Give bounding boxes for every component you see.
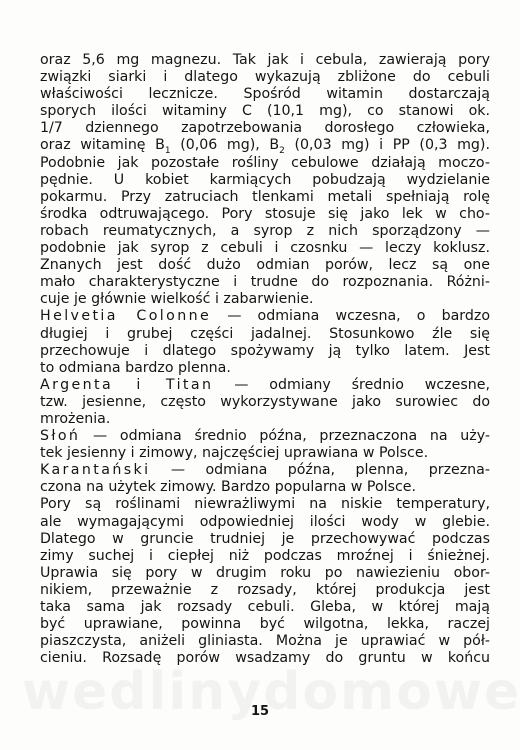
variety-name: Helvetia Colonne (40, 308, 212, 325)
vitamin-text-2: (0,06 mg), B (170, 137, 280, 154)
variety-description: — odmiana późna, plenna, przezna- (150, 462, 490, 479)
text-line: środka odtruwającego. Pory stosuje się jako lek w cho- (40, 205, 490, 222)
text-line: tzw. jesienne, często wykorzystywane jako surowiec do (40, 393, 490, 410)
text-line: długiej i grubej części jadalnej. Stosunkowo źle się (40, 325, 490, 342)
text-line: robach reumatycznych, a syrop z nich sporządzony — (40, 222, 490, 239)
vitamin-text-1: oraz witaminę B (40, 137, 165, 154)
variety-name: Argenta i Titan (40, 376, 214, 393)
text-line: taka sama jak rozsady cebuli. Gleba, w której mają (40, 599, 490, 615)
text-line: Pory są roślinami niewrażliwymi na niskie temperatury, (40, 496, 490, 513)
text-line: oraz 5,6 mg magnezu. Tak jak i cebula, zawierają pory (40, 52, 490, 68)
text-line: Uprawia się pory w drugim roku po nawiezieniu obor- (40, 564, 490, 581)
body-text (40, 52, 490, 667)
vitamin-line (40, 137, 490, 157)
text-line: tek jesienny i zimowy, najczęściej uprawiana w Polsce. (40, 445, 429, 462)
text-line: pokarmu. Przy zatruciach tlenkami metali spełniają rolę (40, 188, 490, 205)
text-line: właściwości lecznicze. Spośród witamin dostarczają (40, 86, 490, 103)
text-line: mrożenia. (40, 410, 111, 427)
variety-slon-line (40, 428, 490, 445)
text-line: podobnie jak syrop z cebuli i czosnku — leczy koklusz. (40, 240, 490, 257)
variety-argenta-line (40, 377, 490, 394)
text-line: cieniu. Rozsadę porów wsadzamy do gruntu w końcu (40, 650, 490, 667)
text-line: Podobnie jak pozostałe rośliny cebulowe działają moczo- (40, 154, 490, 171)
text-line: cuje je głównie wielkość i zabarwienie. (40, 291, 314, 308)
vitamin-sub-2: 2 (279, 146, 285, 157)
text-line: zimy suchej i ciepłej niż podczas mroźnej i śnieżnej. (40, 547, 490, 564)
text-line: nikiem, przeważnie z rozsady, której produkcja jest (40, 581, 490, 598)
vitamin-sub-1: 1 (164, 146, 171, 157)
variety-description: — odmiana średnio późna, przeznaczona na uży- (80, 428, 490, 445)
text-line: Dlatego w gruncie trudniej je przechowywać podczas (40, 530, 490, 547)
variety-karantanski-line (40, 462, 490, 479)
text-line: przechowuje i dlatego spożywamy ją tylko latem. Jest (40, 342, 490, 359)
text-line: piaszczysta, aniżeli gliniasta. Można je uprawiać w pół- (40, 633, 490, 650)
vitamin-text-3: (0,03 mg) i PP (0,3 mg). (284, 137, 490, 154)
text-line: czona na użytek zimowy. Bardzo popularna w Polsce. (40, 479, 417, 496)
text-line: sporych ilości witaminy C (10,1 mg), co stanowi ok. (40, 103, 490, 120)
variety-helvetia-line (40, 308, 490, 325)
text-line: Znanych jest dość dużo odmian porów, lecz są one (40, 257, 490, 274)
text-line: ale wymagającymi odpowiedniej ilości wody w glebie. (40, 513, 490, 530)
variety-description: — odmiany średnio wczesne, (213, 376, 490, 393)
variety-name: Karantański (40, 462, 151, 479)
text-line: 1/7 dziennego zapotrzebowania dorosłego człowieka, (40, 120, 490, 137)
page-number: 15 (250, 704, 270, 719)
text-line: to odmiana bardzo plenna. (40, 359, 231, 376)
text-line: związki siarki i dlatego wykazują zbliżone do cebuli (40, 69, 490, 86)
text-line: być uprawiane, powinna być wilgotna, lekka, raczej (40, 616, 490, 633)
text-line: mało charakterystyczne i trudne do rozpoznania. Różni- (40, 274, 490, 291)
variety-name: Słoń (40, 428, 81, 445)
text-line: pędnie. U kobiet karmiących pobudzają wydzielanie (40, 171, 490, 188)
variety-description: — odmiana wczesna, o bardzo (211, 308, 490, 325)
